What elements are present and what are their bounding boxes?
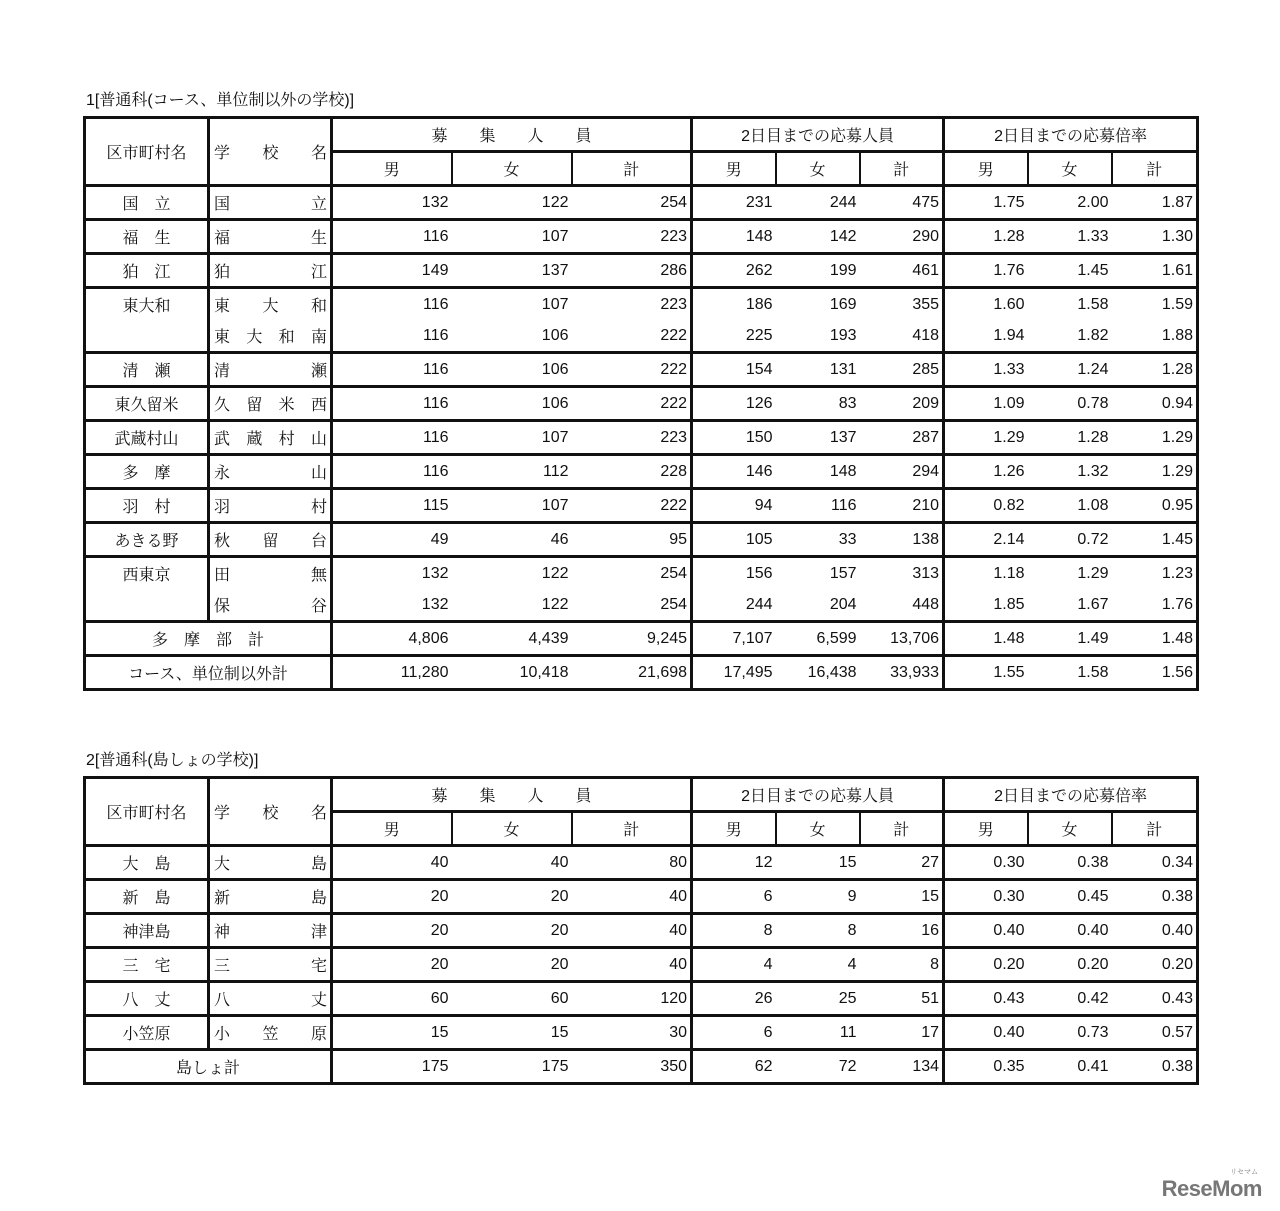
value-cell: 4,439 [452, 622, 572, 656]
total-label: コース、単位制以外計 [85, 656, 332, 690]
value-cell: 17,495 [692, 656, 776, 690]
value-cell: 116 [332, 353, 452, 387]
value-cell: 16,438 [776, 656, 860, 690]
value-cell: 132 [332, 557, 452, 590]
value-cell: 116 [332, 455, 452, 489]
value-cell: 30 [572, 1016, 692, 1050]
value-cell: 6 [692, 1016, 776, 1050]
value-cell: 0.94 [1112, 387, 1198, 421]
municipality-cell: 小笠原 [85, 1016, 209, 1050]
value-cell: 40 [572, 880, 692, 914]
value-cell: 15 [860, 880, 944, 914]
value-cell: 6,599 [776, 622, 860, 656]
table-row [85, 880, 1198, 914]
value-cell: 149 [332, 254, 452, 288]
value-cell: 9 [776, 880, 860, 914]
table-row [85, 523, 1198, 557]
header-applicants: 2日目までの応募人員 [692, 778, 944, 812]
value-cell: 1.30 [1112, 220, 1198, 254]
school-name-cell: 羽村 [209, 489, 332, 523]
resemom-logo [1162, 1169, 1262, 1201]
subheader-female: 女 [776, 812, 860, 846]
value-cell: 0.20 [1112, 948, 1198, 982]
value-cell: 20 [332, 880, 452, 914]
value-cell: 0.38 [1112, 1050, 1198, 1084]
value-cell: 1.55 [944, 656, 1028, 690]
value-cell: 1.28 [1028, 421, 1112, 455]
value-cell: 137 [452, 254, 572, 288]
value-cell: 1.28 [944, 220, 1028, 254]
value-cell: 20 [332, 914, 452, 948]
value-cell: 1.29 [1112, 421, 1198, 455]
value-cell: 7,107 [692, 622, 776, 656]
value-cell: 350 [572, 1050, 692, 1084]
value-cell: 1.45 [1112, 523, 1198, 557]
header-row [85, 118, 1198, 152]
value-cell: 0.35 [944, 1050, 1028, 1084]
value-cell: 1.94 [944, 320, 1028, 353]
value-cell: 1.48 [1112, 622, 1198, 656]
value-cell: 1.87 [1112, 186, 1198, 220]
municipality-cell: 神津島 [85, 914, 209, 948]
value-cell: 13,706 [860, 622, 944, 656]
municipality-cell: 東大和 [85, 288, 209, 321]
value-cell: 1.58 [1028, 656, 1112, 690]
value-cell: 40 [452, 846, 572, 880]
school-name-cell: 小笠原 [209, 1016, 332, 1050]
value-cell: 210 [860, 489, 944, 523]
value-cell: 0.82 [944, 489, 1028, 523]
value-cell: 107 [452, 421, 572, 455]
subheader-female: 女 [452, 152, 572, 186]
value-cell: 254 [572, 589, 692, 622]
value-cell: 8 [860, 948, 944, 982]
value-cell: 11,280 [332, 656, 452, 690]
school-name-cell: 田無 [209, 557, 332, 590]
value-cell: 0.41 [1028, 1050, 1112, 1084]
value-cell: 222 [572, 320, 692, 353]
subheader-total: 計 [572, 812, 692, 846]
value-cell: 223 [572, 220, 692, 254]
school-name-cell: 大島 [209, 846, 332, 880]
value-cell: 1.09 [944, 387, 1028, 421]
municipality-cell [85, 589, 209, 622]
value-cell: 1.88 [1112, 320, 1198, 353]
value-cell: 62 [692, 1050, 776, 1084]
total-row [85, 1050, 1198, 1084]
table-row [85, 1016, 1198, 1050]
value-cell: 418 [860, 320, 944, 353]
table-row [85, 948, 1198, 982]
header-ratio: 2日目までの応募倍率 [944, 118, 1198, 152]
value-cell: 2.00 [1028, 186, 1112, 220]
header-applicants: 2日目までの応募人員 [692, 118, 944, 152]
value-cell: 116 [776, 489, 860, 523]
value-cell: 222 [572, 387, 692, 421]
value-cell: 0.34 [1112, 846, 1198, 880]
value-cell: 33 [776, 523, 860, 557]
value-cell: 116 [332, 387, 452, 421]
table-row [85, 914, 1198, 948]
value-cell: 0.40 [944, 1016, 1028, 1050]
value-cell: 107 [452, 220, 572, 254]
value-cell: 20 [452, 914, 572, 948]
value-cell: 8 [692, 914, 776, 948]
value-cell: 94 [692, 489, 776, 523]
table-row [85, 387, 1198, 421]
table-row [85, 320, 1198, 353]
value-cell: 154 [692, 353, 776, 387]
value-cell: 20 [332, 948, 452, 982]
value-cell: 46 [452, 523, 572, 557]
value-cell: 1.67 [1028, 589, 1112, 622]
value-cell: 1.61 [1112, 254, 1198, 288]
value-cell: 4 [692, 948, 776, 982]
value-cell: 132 [332, 589, 452, 622]
value-cell: 1.32 [1028, 455, 1112, 489]
value-cell: 290 [860, 220, 944, 254]
value-cell: 0.43 [1112, 982, 1198, 1016]
value-cell: 1.76 [1112, 589, 1198, 622]
value-cell: 1.76 [944, 254, 1028, 288]
municipality-cell: 狛 江 [85, 254, 209, 288]
value-cell: 0.45 [1028, 880, 1112, 914]
value-cell: 51 [860, 982, 944, 1016]
subheader-male: 男 [692, 812, 776, 846]
municipality-cell: 東久留米 [85, 387, 209, 421]
subheader-male: 男 [944, 812, 1028, 846]
value-cell: 142 [776, 220, 860, 254]
value-cell: 193 [776, 320, 860, 353]
school-name-cell: 新島 [209, 880, 332, 914]
value-cell: 4 [776, 948, 860, 982]
value-cell: 116 [332, 320, 452, 353]
header-school: 学 校 名 [209, 118, 332, 186]
value-cell: 116 [332, 421, 452, 455]
value-cell: 1.26 [944, 455, 1028, 489]
value-cell: 244 [692, 589, 776, 622]
value-cell: 134 [860, 1050, 944, 1084]
total-row [85, 622, 1198, 656]
subheader-male: 男 [332, 812, 452, 846]
subheader-female: 女 [1028, 812, 1112, 846]
municipality-cell: 羽 村 [85, 489, 209, 523]
value-cell: 285 [860, 353, 944, 387]
subheader-female: 女 [452, 812, 572, 846]
value-cell: 254 [572, 557, 692, 590]
value-cell: 2.14 [944, 523, 1028, 557]
value-cell: 116 [332, 220, 452, 254]
value-cell: 0.40 [1112, 914, 1198, 948]
value-cell: 294 [860, 455, 944, 489]
school-name-cell: 秋留台 [209, 523, 332, 557]
logo-ruby: リセマム [1230, 1169, 1258, 1176]
value-cell: 15 [776, 846, 860, 880]
table-row [85, 288, 1198, 321]
value-cell: 199 [776, 254, 860, 288]
school-name-cell: 八丈 [209, 982, 332, 1016]
value-cell: 8 [776, 914, 860, 948]
value-cell: 157 [776, 557, 860, 590]
value-cell: 120 [572, 982, 692, 1016]
header-municipality: 区市町村名 [85, 118, 209, 186]
value-cell: 223 [572, 421, 692, 455]
value-cell: 106 [452, 353, 572, 387]
subheader-total: 計 [860, 152, 944, 186]
value-cell: 25 [776, 982, 860, 1016]
table-row [85, 186, 1198, 220]
value-cell: 1.29 [1028, 557, 1112, 590]
value-cell: 0.42 [1028, 982, 1112, 1016]
table2-caption: 2[普通科(島しょの学校)] [86, 752, 259, 769]
municipality-cell: あきる野 [85, 523, 209, 557]
value-cell: 222 [572, 489, 692, 523]
subheader-total: 計 [860, 812, 944, 846]
school-name-cell: 東大和 [209, 288, 332, 321]
value-cell: 116 [332, 288, 452, 321]
value-cell: 0.20 [1028, 948, 1112, 982]
value-cell: 0.40 [1028, 914, 1112, 948]
value-cell: 40 [572, 948, 692, 982]
value-cell: 1.82 [1028, 320, 1112, 353]
value-cell: 0.73 [1028, 1016, 1112, 1050]
municipality-cell: 多 摩 [85, 455, 209, 489]
municipality-cell: 国 立 [85, 186, 209, 220]
value-cell: 0.95 [1112, 489, 1198, 523]
school-name-cell: 武蔵村山 [209, 421, 332, 455]
value-cell: 0.57 [1112, 1016, 1198, 1050]
value-cell: 1.29 [1112, 455, 1198, 489]
subheader-male: 男 [332, 152, 452, 186]
value-cell: 169 [776, 288, 860, 321]
logo-text: ReseMom [1161, 1176, 1262, 1201]
value-cell: 148 [692, 220, 776, 254]
value-cell: 6 [692, 880, 776, 914]
value-cell: 448 [860, 589, 944, 622]
value-cell: 21,698 [572, 656, 692, 690]
municipality-cell: 八 丈 [85, 982, 209, 1016]
value-cell: 115 [332, 489, 452, 523]
school-name-cell: 国立 [209, 186, 332, 220]
value-cell: 49 [332, 523, 452, 557]
total-label: 島しょ計 [85, 1050, 332, 1084]
value-cell: 1.45 [1028, 254, 1112, 288]
value-cell: 0.43 [944, 982, 1028, 1016]
table-row [85, 455, 1198, 489]
value-cell: 1.28 [1112, 353, 1198, 387]
municipality-cell: 福 生 [85, 220, 209, 254]
value-cell: 186 [692, 288, 776, 321]
municipality-cell: 西東京 [85, 557, 209, 590]
school-name-cell: 清瀬 [209, 353, 332, 387]
value-cell: 254 [572, 186, 692, 220]
table-row [85, 589, 1198, 622]
value-cell: 1.59 [1112, 288, 1198, 321]
value-cell: 0.38 [1028, 846, 1112, 880]
municipality-cell [85, 320, 209, 353]
school-name-cell: 神津 [209, 914, 332, 948]
value-cell: 11 [776, 1016, 860, 1050]
value-cell: 20 [452, 880, 572, 914]
value-cell: 40 [332, 846, 452, 880]
value-cell: 12 [692, 846, 776, 880]
value-cell: 40 [572, 914, 692, 948]
value-cell: 106 [452, 320, 572, 353]
value-cell: 286 [572, 254, 692, 288]
value-cell: 106 [452, 387, 572, 421]
school-name-cell: 福生 [209, 220, 332, 254]
value-cell: 20 [452, 948, 572, 982]
value-cell: 17 [860, 1016, 944, 1050]
value-cell: 122 [452, 186, 572, 220]
value-cell: 0.78 [1028, 387, 1112, 421]
value-cell: 95 [572, 523, 692, 557]
value-cell: 16 [860, 914, 944, 948]
value-cell: 1.29 [944, 421, 1028, 455]
value-cell: 262 [692, 254, 776, 288]
value-cell: 475 [860, 186, 944, 220]
value-cell: 1.23 [1112, 557, 1198, 590]
value-cell: 27 [860, 846, 944, 880]
value-cell: 15 [452, 1016, 572, 1050]
value-cell: 313 [860, 557, 944, 590]
table-row [85, 220, 1198, 254]
value-cell: 122 [452, 557, 572, 590]
value-cell: 1.85 [944, 589, 1028, 622]
total-label: 多 摩 部 計 [85, 622, 332, 656]
value-cell: 15 [332, 1016, 452, 1050]
school-name-cell: 保谷 [209, 589, 332, 622]
school-name-cell: 久留米西 [209, 387, 332, 421]
value-cell: 107 [452, 288, 572, 321]
table-row [85, 557, 1198, 590]
municipality-cell: 武蔵村山 [85, 421, 209, 455]
subheader-female: 女 [776, 152, 860, 186]
value-cell: 131 [776, 353, 860, 387]
subheader-total: 計 [1112, 152, 1198, 186]
value-cell: 0.20 [944, 948, 1028, 982]
school-name-cell: 東大和南 [209, 320, 332, 353]
header-row [85, 778, 1198, 812]
value-cell: 0.38 [1112, 880, 1198, 914]
value-cell: 1.33 [1028, 220, 1112, 254]
value-cell: 225 [692, 320, 776, 353]
value-cell: 80 [572, 846, 692, 880]
school-name-cell: 狛江 [209, 254, 332, 288]
value-cell: 287 [860, 421, 944, 455]
value-cell: 60 [452, 982, 572, 1016]
value-cell: 1.48 [944, 622, 1028, 656]
value-cell: 132 [332, 186, 452, 220]
header-municipality: 区市町村名 [85, 778, 209, 846]
value-cell: 137 [776, 421, 860, 455]
school-name-cell: 永山 [209, 455, 332, 489]
value-cell: 26 [692, 982, 776, 1016]
table-row [85, 489, 1198, 523]
header-school: 学 校 名 [209, 778, 332, 846]
value-cell: 148 [776, 455, 860, 489]
value-cell: 1.33 [944, 353, 1028, 387]
value-cell: 1.75 [944, 186, 1028, 220]
table-row [85, 982, 1198, 1016]
value-cell: 461 [860, 254, 944, 288]
value-cell: 1.60 [944, 288, 1028, 321]
table-row [85, 254, 1198, 288]
value-cell: 126 [692, 387, 776, 421]
subheader-male: 男 [692, 152, 776, 186]
value-cell: 0.30 [944, 880, 1028, 914]
table-row [85, 353, 1198, 387]
value-cell: 60 [332, 982, 452, 1016]
municipality-cell: 新 島 [85, 880, 209, 914]
value-cell: 112 [452, 455, 572, 489]
total-row [85, 656, 1198, 690]
value-cell: 1.58 [1028, 288, 1112, 321]
subheader-total: 計 [572, 152, 692, 186]
value-cell: 0.72 [1028, 523, 1112, 557]
value-cell: 209 [860, 387, 944, 421]
value-cell: 9,245 [572, 622, 692, 656]
value-cell: 231 [692, 186, 776, 220]
value-cell: 150 [692, 421, 776, 455]
value-cell: 156 [692, 557, 776, 590]
school-name-cell: 三宅 [209, 948, 332, 982]
value-cell: 10,418 [452, 656, 572, 690]
value-cell: 223 [572, 288, 692, 321]
value-cell: 228 [572, 455, 692, 489]
value-cell: 1.49 [1028, 622, 1112, 656]
header-recruit: 募 集 人 員 [332, 118, 692, 152]
table1-caption: 1[普通科(コース、単位制以外の学校)] [86, 92, 355, 109]
value-cell: 107 [452, 489, 572, 523]
value-cell: 83 [776, 387, 860, 421]
municipality-cell: 清 瀬 [85, 353, 209, 387]
value-cell: 4,806 [332, 622, 452, 656]
header-ratio: 2日目までの応募倍率 [944, 778, 1198, 812]
value-cell: 175 [332, 1050, 452, 1084]
value-cell: 1.08 [1028, 489, 1112, 523]
table2-applications-islands [83, 776, 1199, 1085]
value-cell: 105 [692, 523, 776, 557]
table1-applications-general [83, 116, 1199, 691]
value-cell: 33,933 [860, 656, 944, 690]
table-row [85, 421, 1198, 455]
value-cell: 72 [776, 1050, 860, 1084]
value-cell: 1.24 [1028, 353, 1112, 387]
value-cell: 146 [692, 455, 776, 489]
municipality-cell: 大 島 [85, 846, 209, 880]
value-cell: 122 [452, 589, 572, 622]
value-cell: 175 [452, 1050, 572, 1084]
subheader-total: 計 [1112, 812, 1198, 846]
value-cell: 0.40 [944, 914, 1028, 948]
value-cell: 0.30 [944, 846, 1028, 880]
subheader-female: 女 [1028, 152, 1112, 186]
value-cell: 138 [860, 523, 944, 557]
municipality-cell: 三 宅 [85, 948, 209, 982]
header-recruit: 募 集 人 員 [332, 778, 692, 812]
value-cell: 355 [860, 288, 944, 321]
value-cell: 1.56 [1112, 656, 1198, 690]
value-cell: 244 [776, 186, 860, 220]
table-row [85, 846, 1198, 880]
subheader-male: 男 [944, 152, 1028, 186]
value-cell: 1.18 [944, 557, 1028, 590]
value-cell: 222 [572, 353, 692, 387]
value-cell: 204 [776, 589, 860, 622]
